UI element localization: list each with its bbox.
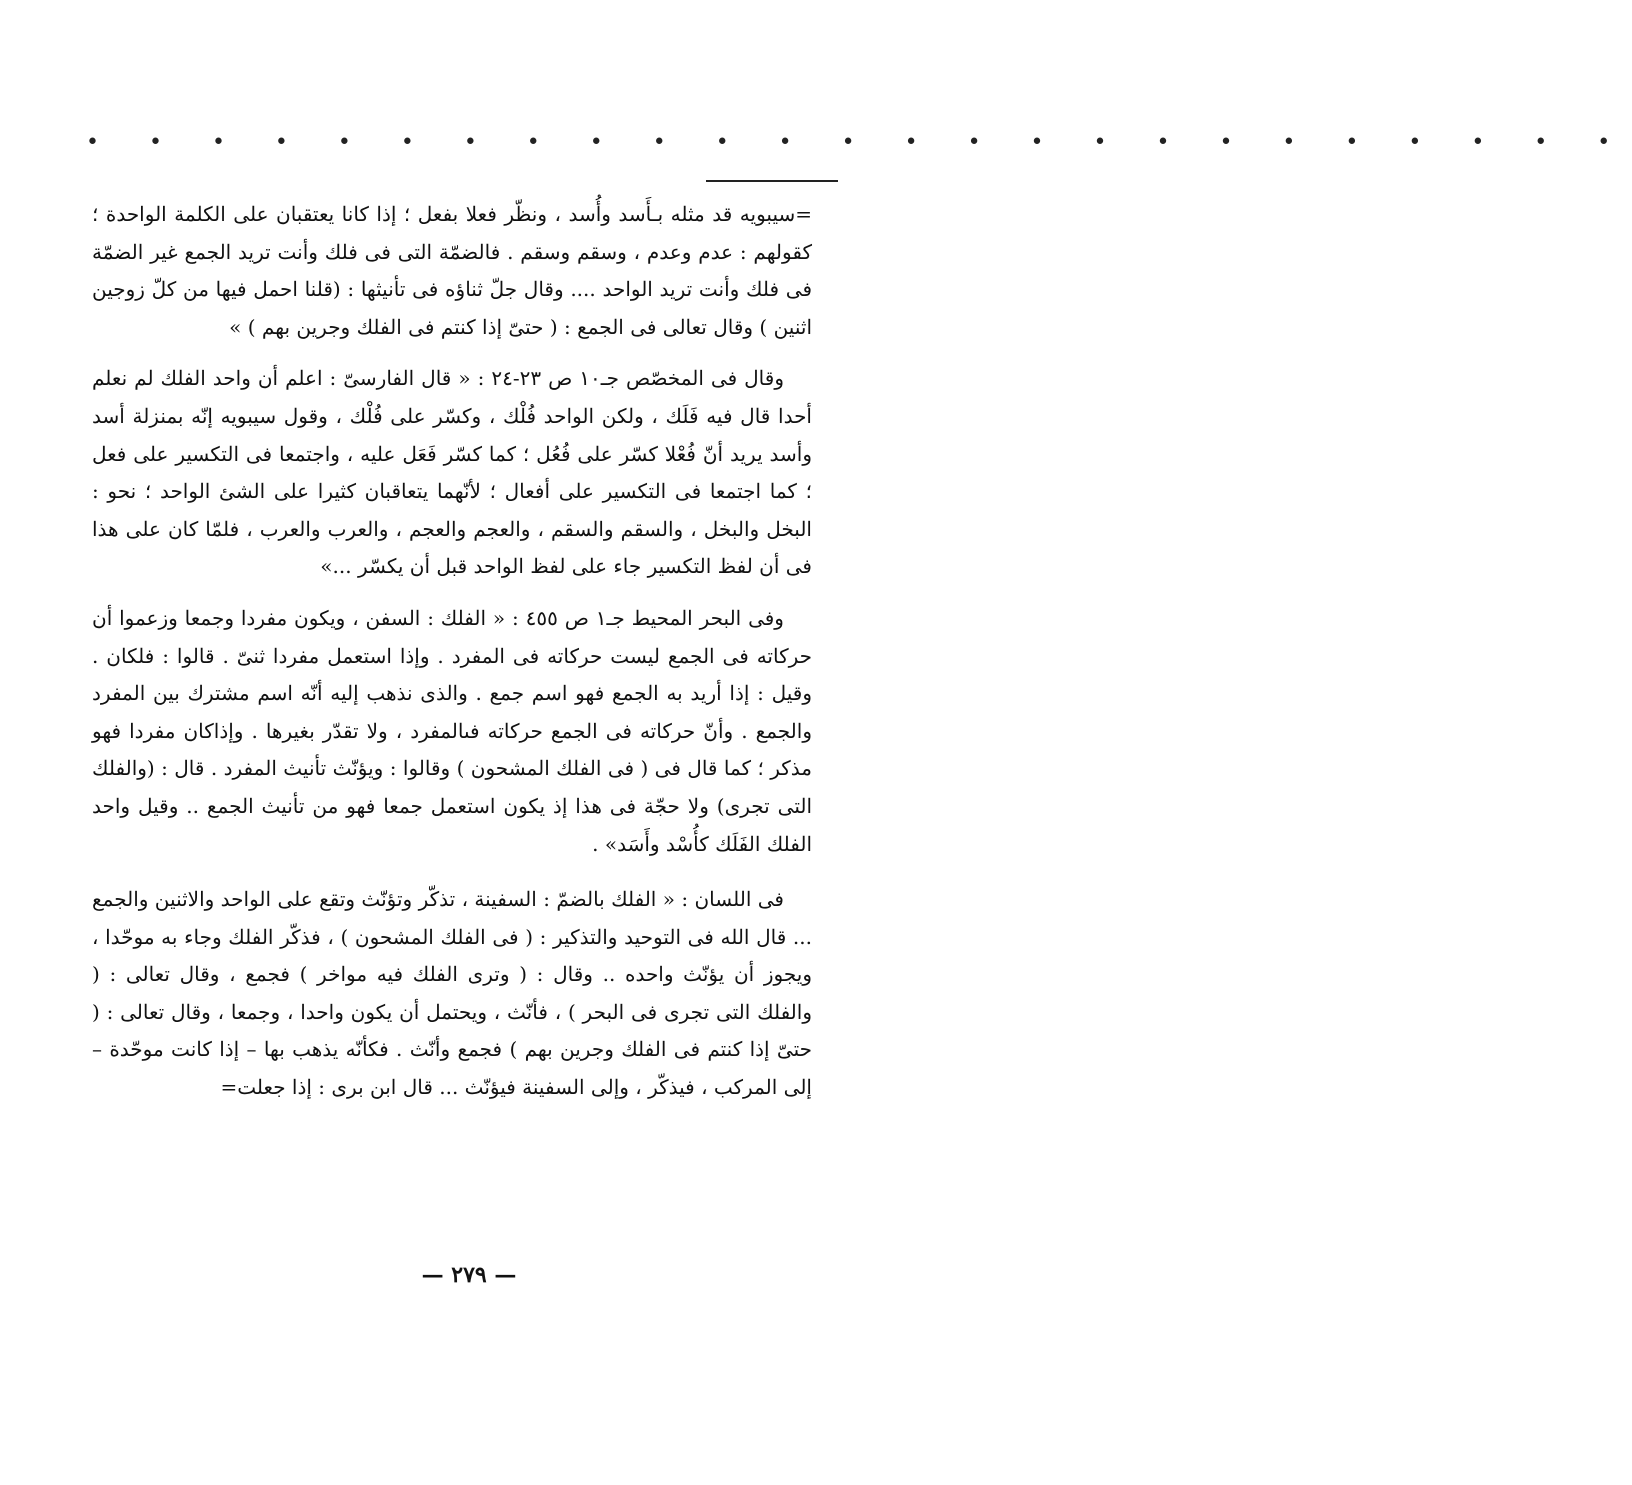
dotted-separator: • • • • • • • • • • • • • • • • • • • • • • • • • xyxy=(86,130,1632,155)
page-number: — ٢٧٩ — xyxy=(421,1262,517,1288)
paragraph-4: فى اللسان : « الفلك بالضمّ : السفينة ، تذكّر وتؤنّث وتقع على الواحد والاثنين والجمع ... قال الله فى التوحيد والتذكير : ( فى الفلك المشحون ) ، فذكّر الفلك وجاء به موحّدا ، ويجوز أن يؤنّث واحده .. وقال : ( وترى الفلك فيه مواخر ) فجمع ، وقال تعالى : ( والفلك التى تجرى فى البحر ) ، فأنّث ، ويحتمل أن يكون واحدا ، وجمعا ، وقال تعالى : ( حتىّ إذا كنتم فى الفلك وجرين بهم ) فجمع وأنّث . فكأنّه يذهب بها – إذا كانت موحّدة – إلى المركب ، فيذكّر ، وإلى السفينة فيؤنّث ... قال ابن برى : إذا جعلت= xyxy=(92,887,812,1100)
page-body xyxy=(92,196,812,1107)
paragraph-1: =سيبويه قد مثله بـأَسد وأُسد ، ونظّر فعلا بفعل ؛ إذا كانا يعتقبان على الكلمة الواحدة ؛ كقولهم : عدم وعدم ، وسقم وسقم . فالضمّة التى فى فلك وأنت تريد الجمع غير الضمّة فى فلك وأنت تريد الواحد .... وقال جلّ ثناؤه فى تأنيثها : (قلنا احمل فيها من كلّ زوجين اثنين ) وقال تعالى فى الجمع : ( حتىّ إذا كنتم فى الفلك وجرين بهم ) » xyxy=(92,202,813,339)
footnote-rule xyxy=(706,180,838,182)
paragraph-2: وقال فى المخصّص جـ١٠ ص ٢٣-٢٤ : « قال الفارسىّ : اعلم أن واحد الفلك لم نعلم أحدا قال فيه فَلَك ، ولكن الواحد فُلْك ، وكسّر على فُلْك ، وقول سيبويه إنّه بمنزلة أسد وأسد يريد أنّ فُعْلا كسّر على فُعُل ؛ كما كسّر فَعَل عليه ، واجتمعا فى التكسير على فعل ؛ كما اجتمعا فى التكسير على أفعال ؛ لأنّهما يتعاقبان كثيرا على الشئ الواحد ؛ نحو : البخل والبخل ، والسقم والسقم ، والعجم والعجم ، والعرب والعرب ، فلمّا كان على هذا فى أن لفظ التكسير جاء على لفظ الواحد قبل أن يكسّر ...» xyxy=(92,366,812,579)
paragraph-3: وفى البحر المحيط جـ١ ص ٤٥٥ : « الفلك : السفن ، ويكون مفردا وجمعا وزعموا أن حركاته فى الجمع ليست حركاته فى المفرد . وإذا استعمل مفردا ثنىّ . قالوا : فلكان . وقيل : إذا أريد به الجمع فهو اسم جمع . والذى نذهب إليه أنّه اسم مشترك بين المفرد والجمع . وأنّ حركاته فى الجمع حركاته فىالمفرد ، ولا تقدّر بغيرها . وإذاكان مفردا فهو مذكر ؛ كما قال فى ( فى الفلك المشحون ) وقالوا : ويؤنّث تأنيث المفرد . قال : (والفلك التى تجرى) ولا حجّة فى هذا إذ يكون استعمل جمعا فهو من تأنيث الجمع .. وقيل واحد الفلك الفَلَك كأُسْد وأَسَد» . xyxy=(92,605,812,856)
